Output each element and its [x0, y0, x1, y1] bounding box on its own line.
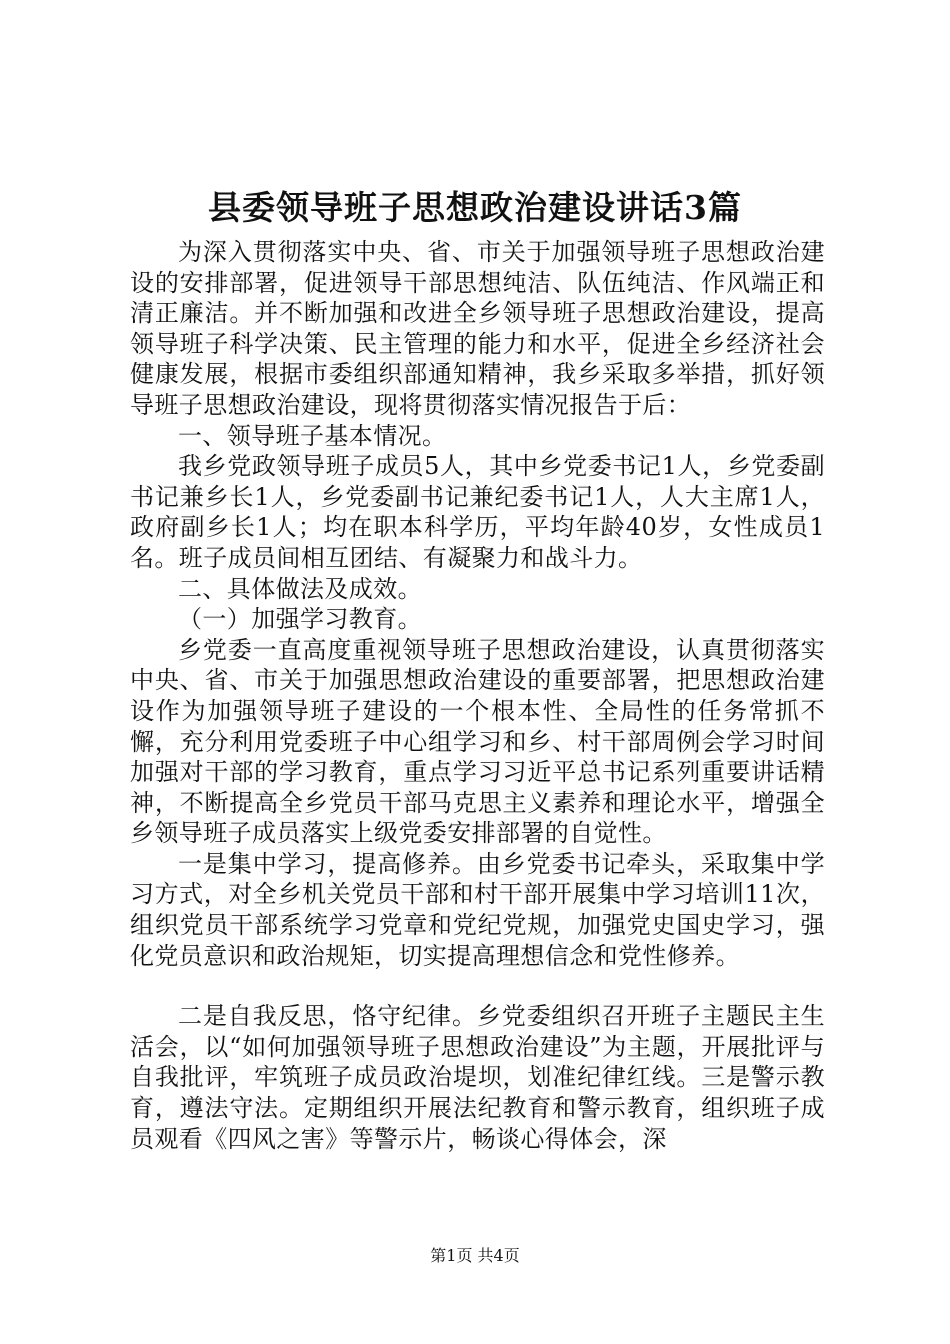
paragraph-centralized-study: 一是集中学习，提高修养。由乡党委书记牵头，采取集中学习方式，对全乡机关党员干部和村干部开展集中学习培训11次，组织党员干部系统学习党章和党纪党规，加强党史国史学习，强化党员意识和政治规矩，切实提高理想信念和党性修养。 [130, 849, 825, 970]
paragraph-study-education: 乡党委一直高度重视领导班子思想政治建设，认真贯彻落实中央、省、市关于加强思想政治建设的重要部署，把思想政治建设作为加强领导班子建设的一个根本性、全局性的任务常抓不懈，充分利用党委班子中心组学习和乡、村干部周例会学习时间加强对干部的学习教育，重点学习习近平总书记系列重要讲话精神，不断提高全乡党员干部马克思主义素养和理论水平，增强全乡领导班子成员落实上级党委安排部署的自觉性。 [130, 635, 825, 848]
paragraph-intro: 为深入贯彻落实中央、省、市关于加强领导班子思想政治建设的安排部署，促进领导干部思想纯洁、队伍纯洁、作风端正和清正廉洁。并不断加强和改进全乡领导班子思想政治建设，提高领导班子科学决策、民主管理的能力和水平，促进全乡经济社会健康发展，根据市委组织部通知精神，我乡采取多举措，抓好领导班子思想政治建设，现将贯彻落实情况报告于后： [130, 238, 825, 419]
section-heading-1: 一、领导班子基本情况。 [178, 421, 447, 450]
paragraph-self-reflection: 二是自我反思，恪守纪律。乡党委组织召开班子主题民主生活会，以“如何加强领导班子思想政治建设”为主题，开展批评与自我批评，牢筑班子成员政治堤坝，划准纪律红线。三是警示教育，遵法守法。定期组织开展法纪教育和警示教育，组织班子成员观看《四风之害》等警示片，畅谈心得体会，深 [130, 1002, 825, 1153]
section-heading-2: 二、具体做法及成效。 [178, 574, 422, 603]
paragraph-basic-info: 我乡党政领导班子成员5人，其中乡党委书记1人，乡党委副书记兼乡长1人，乡党委副书记兼纪委书记1人，人大主席1人，政府副乡长1人；均在职本科学历，平均年龄40岁，女性成员1名。班子成员间相互团结、有凝聚力和战斗力。 [130, 452, 825, 572]
subsection-heading-1: （一）加强学习教育。 [178, 605, 422, 634]
document-title: 县委领导班子思想政治建设讲话3篇 [208, 188, 742, 227]
page-footer: 第1页 共4页 [430, 1246, 520, 1265]
document-body [130, 237, 825, 1154]
